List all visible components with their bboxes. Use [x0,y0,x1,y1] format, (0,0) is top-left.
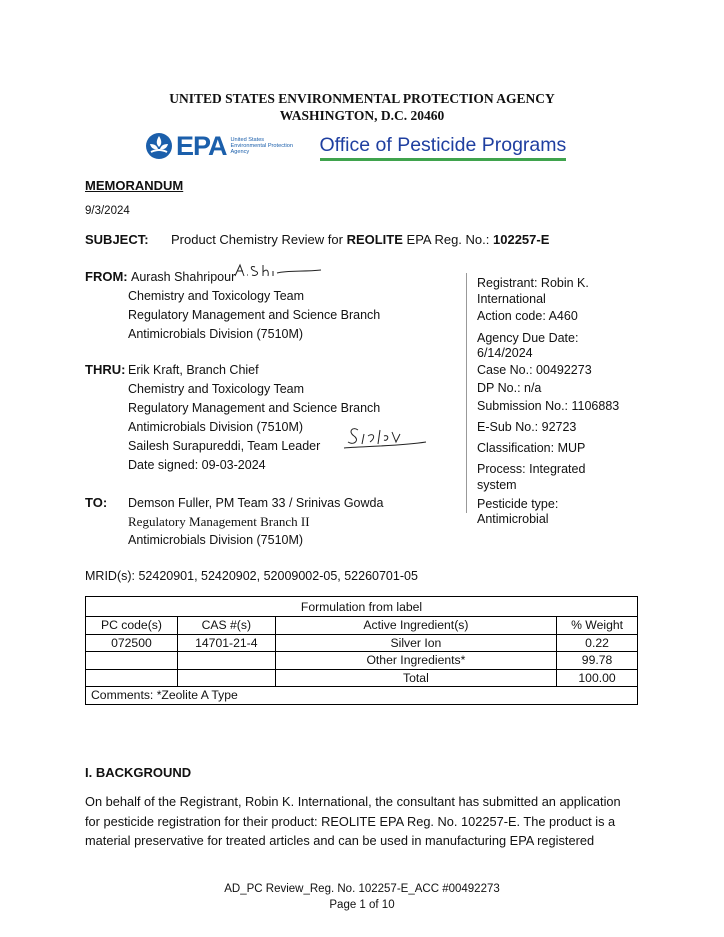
paragraph-line: material preservative for treated articles and can be used in manufacturing EPA registered [85,833,595,848]
dp-no: DP No.: n/a [477,381,542,395]
table-row [86,669,638,687]
table-cell: 99.78 [557,652,638,670]
table-row [86,652,638,670]
thru-chief: Erik Kraft, Branch Chief [128,363,259,377]
table-comments-row [86,687,638,705]
background-paragraph [85,792,645,851]
registrant-line-2: International [477,292,546,306]
from-division: Antimicrobials Division (7510M) [128,327,304,341]
table-cell [86,669,178,687]
column-header: CAS #(s) [177,617,275,635]
thru-team: Chemistry and Toxicology Team [128,382,305,396]
action-code: Action code: A460 [477,309,578,323]
column-header: Active Ingredient(s) [275,617,556,635]
background-heading: I. BACKGROUND [85,765,192,780]
epa-logo-row [145,131,566,161]
office-underline [320,158,567,161]
thru-label: THRU: [85,362,126,377]
thru-date-signed: Date signed: 09-03-2024 [128,458,266,472]
table-cell [177,669,275,687]
epa-flower-icon [145,132,173,160]
table-comments: Comments: *Zeolite A Type [86,687,638,705]
table-cell: Silver Ion [275,634,556,652]
column-header: PC code(s) [86,617,178,635]
classification: Classification: MUP [477,441,586,455]
table-cell [177,652,275,670]
paragraph-line: On behalf of the Registrant, Robin K. International, the consultant has submitted an application [85,794,621,809]
agency-address: WASHINGTON, D.C. 20460 [279,108,445,123]
table-title-row [86,597,638,617]
registrant-line-1: Registrant: Robin K. [477,276,589,290]
memo-date: 9/3/2024 [85,205,130,217]
from-team: Chemistry and Toxicology Team [128,289,305,303]
subject-text: Product Chemistry Review for REOLITE EPA Reg. No.: 102257-E [171,232,550,247]
to-branch: Regulatory Management Branch II [128,514,310,529]
footer-page-number: Page 1 of 10 [329,899,395,911]
to-division: Antimicrobials Division (7510M) [128,533,304,547]
table-row [86,634,638,652]
from-branch: Regulatory Management and Science Branch [128,308,381,322]
pesticide-type-label: Pesticide type: [477,497,559,511]
mrid-list: MRID(s): 52420901, 52420902, 52009002-05, 52260701-05 [85,569,418,583]
formulation-table [85,596,638,705]
column-header: % Weight [557,617,638,635]
agency-title: UNITED STATES ENVIRONMENTAL PROTECTION AGENCY [169,91,555,106]
memo-heading: MEMORANDUM [85,178,184,193]
case-no: Case No.: 00492273 [477,363,592,377]
footer-doc-id: AD_PC Review_Reg. No. 102257-E_ACC #00492273 [224,883,500,895]
subject-label: SUBJECT: [85,232,149,247]
table-cell: 0.22 [557,634,638,652]
epa-logo-subtitle: United States Environmental Protection Agency [230,136,294,156]
to-label: TO: [85,495,108,510]
thru-branch: Regulatory Management and Science Branch [128,401,381,415]
process-line-1: Process: Integrated [477,462,586,476]
office-title: Office of Pesticide Programs [320,136,567,156]
from-label: FROM: [85,269,128,284]
thru-signature [340,424,430,454]
table-cell: 100.00 [557,669,638,687]
submission-no: Submission No.: 1106883 [477,399,620,413]
product-name: REOLITE [346,232,403,247]
table-title: Formulation from label [86,597,638,617]
thru-team-leader: Sailesh Surapureddi, Team Leader [128,439,321,453]
thru-division: Antimicrobials Division (7510M) [128,420,304,434]
table-cell [86,652,178,670]
epa-logo-text: EPA [176,130,227,161]
column-divider [466,273,467,513]
reg-number: 102257-E [493,232,550,247]
from-name: Aurash Shahripour [131,270,236,284]
pesticide-type-value: Antimicrobial [477,512,549,526]
agency-due-label: Agency Due Date: [477,331,579,345]
from-signature [233,262,323,280]
table-cell: Other Ingredients* [275,652,556,670]
table-cell: 072500 [86,634,178,652]
table-cell: Total [275,669,556,687]
process-line-2: system [477,478,517,492]
table-header-row [86,617,638,635]
table-cell: 14701-21-4 [177,634,275,652]
esub-no: E-Sub No.: 92723 [477,420,577,434]
to-recipient: Demson Fuller, PM Team 33 / Srinivas Gowda [128,496,384,510]
agency-due-date: 6/14/2024 [477,346,533,360]
paragraph-line: for pesticide registration for their product: REOLITE EPA Reg. No. 102257-E. The product is a [85,813,616,829]
